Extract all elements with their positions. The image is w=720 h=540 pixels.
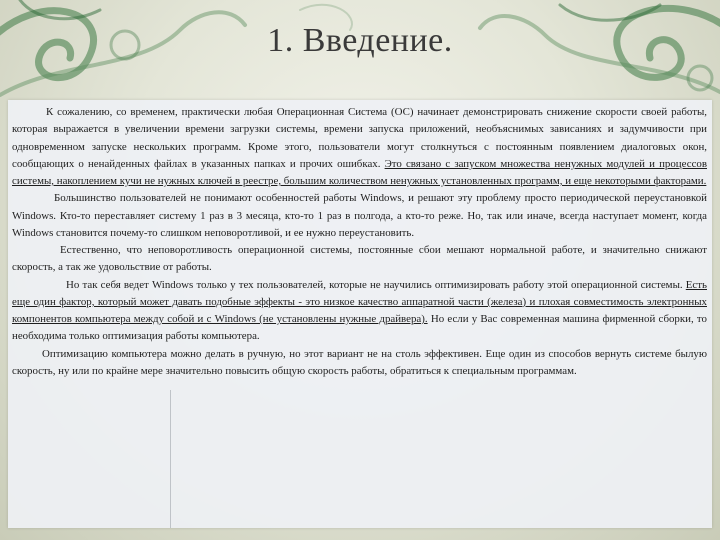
paragraph-4-tail: Но если у Вас современная машина фирменной сборки, то необходима только оптимизация работы компьютера. <box>12 313 707 343</box>
paragraph-1-underlined: Это связано с запуском множества ненужных модулей и процессов системы, накоплением кучи не нужных ключей в реестре, большим количеством ненужных установленных программ, и еще некоторыми факторами. <box>12 157 707 187</box>
paragraph-5: Оптимизацию компьютера можно делать в ручную, но этот вариант не на столь эффективен. Еще один из способов вернуть системе былую скорость, ну или по крайне мере значительно повысить общую скорость работы, обратиться к специальным программам. <box>12 347 707 377</box>
paragraph-1-text: К сожалению, со временем, практически любая Операционная Система (ОС) начинает демонстрировать снижение скорости своей работы, которая выражается в увеличении времени загрузки системы, времени запуска приложений, необъяснимых зависаниях и задумчивости при одновременном запуске нескольких программ. Кроме этого, пользователи могут столкнуться с постоянным появлением диалоговых окон, сообщающих о ненайденных файлах в указанных папках и прочих ошибках. <box>12 106 707 170</box>
body-text <box>12 104 707 380</box>
paragraph-4-underlined: Есть еще один фактор, который может давать подобные эффекты - это низкое качество аппаратной части (железа) и плохая совместимость электронных компонентов компьютера между собой и с Windows (не установлены нужные драйвера). <box>12 278 707 325</box>
paragraph-3: Естественно, что неповоротливость операционной системы, постоянные сбои мешают нормальной работе, и значительно снижают скорость, а так же удовольствие от работы. <box>12 244 707 274</box>
panel-divider <box>170 390 171 528</box>
swirl-top-right-3 <box>560 5 660 20</box>
paragraph-2: Большинство пользователей не понимают особенностей работы Windows, и решают эту проблему просто периодической переустановкой Windows. Кто-то переставляет систему 1 раз в 3 месяца, кто-то 1 раз в полгода, а кто-то реже. Но, так или иначе, всегда наступает момент, когда Windows становится почему-то слишком неповоротливой, и ее нужно переустановить. <box>12 192 707 239</box>
paragraph-1 <box>12 104 707 190</box>
paragraph-4-text: Но так себя ведет Windows только у тех пользователей, которые не научились оптимизировать работу этой операционной системы. <box>66 278 686 291</box>
paragraph-4 <box>12 277 707 346</box>
slide-title: 1. Введение. <box>267 22 453 59</box>
